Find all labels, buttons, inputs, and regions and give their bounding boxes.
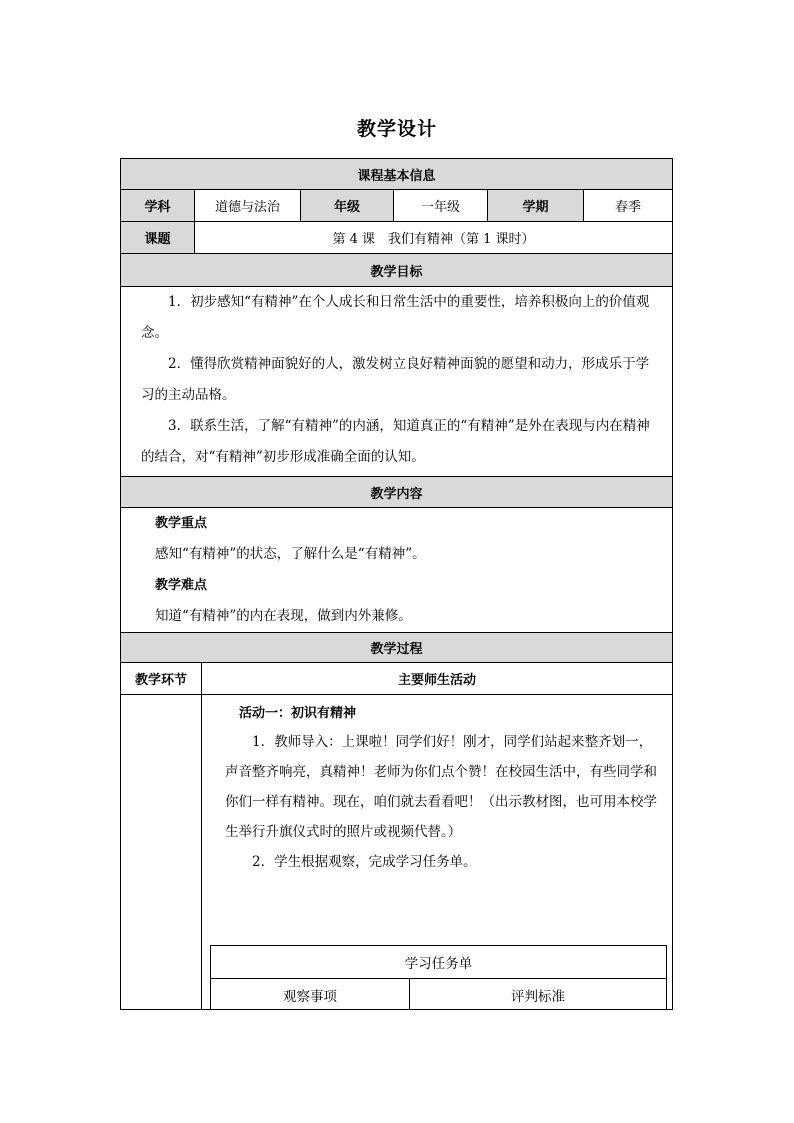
basic-info-row [121,190,672,222]
lesson-value: 第 4 课 我们有精神（第 1 课时） [332,232,535,247]
grade-value: 一年级 [394,190,488,221]
objective-item: 1．初步感知“有精神”在个人成长和日常生活中的重要性，培养积极向上的价值观念。 [141,294,650,341]
activity-cell [202,695,672,1010]
criteria-column-header: 评判标准 [511,989,565,1005]
process-column-headers [121,663,672,695]
content-body [121,508,672,633]
stage-cell [121,695,202,1010]
task-sheet-title: 学习任务单 [211,946,666,979]
process-body [121,695,672,1010]
key-point-text: 感知“有精神”的状态，了解什么是“有精神”。 [155,546,426,562]
activity-column-header: 主要师生活动 [397,673,476,688]
activity-paragraph: 1．教师导入：上课啦！同学们好！刚才，同学们站起来整齐划一，声音整齐响亮，真精神！老师为你们点个赞！在校园生活中，有些同学和你们一样有精神。现在，咱们就去看看吧！（出示教材图，也可用本校学生举行升旗仪式时的照片或视频代替。） [225,734,657,840]
objectives-header: 教学目标 [121,254,672,287]
lesson-row [121,222,672,254]
task-sheet-columns [211,979,666,1010]
document-title: 教学设计 [356,118,437,140]
activity-title: 活动一：初识有精神 [239,706,357,721]
difficulty-text: 知道“有精神”的内在表现，做到内外兼修。 [155,608,412,624]
objective-item: 2．懂得欣赏精神面貌好的人，激发树立良好精神面貌的愿望和动力，形成乐于学习的主动品格。 [141,356,650,403]
key-point-label: 教学重点 [155,516,208,531]
basic-info-header: 课程基本信息 [121,159,672,190]
lesson-label: 课题 [121,222,195,253]
process-header: 教学过程 [121,633,672,663]
term-value: 春季 [614,200,641,215]
subject-label: 学科 [121,190,195,221]
observe-column-header: 观察事项 [211,979,410,1010]
content-header: 教学内容 [121,477,672,508]
lesson-plan-table [120,158,673,1010]
objective-item: 3．联系生活，了解“有精神”的内涵，知道真正的“有精神”是外在表现与内在精神的结合，对“有精神”初步形成准确全面的认知。 [141,418,650,465]
objectives-body [121,287,672,477]
activity-paragraph: 2．学生根据观察，完成学习任务单。 [252,854,477,870]
difficulty-label: 教学难点 [155,578,208,593]
term-label: 学期 [488,190,584,221]
task-sheet-table [210,945,667,1010]
grade-label: 年级 [301,190,394,221]
stage-column-header: 教学环节 [121,663,202,694]
subject-value: 道德与法治 [195,190,301,221]
